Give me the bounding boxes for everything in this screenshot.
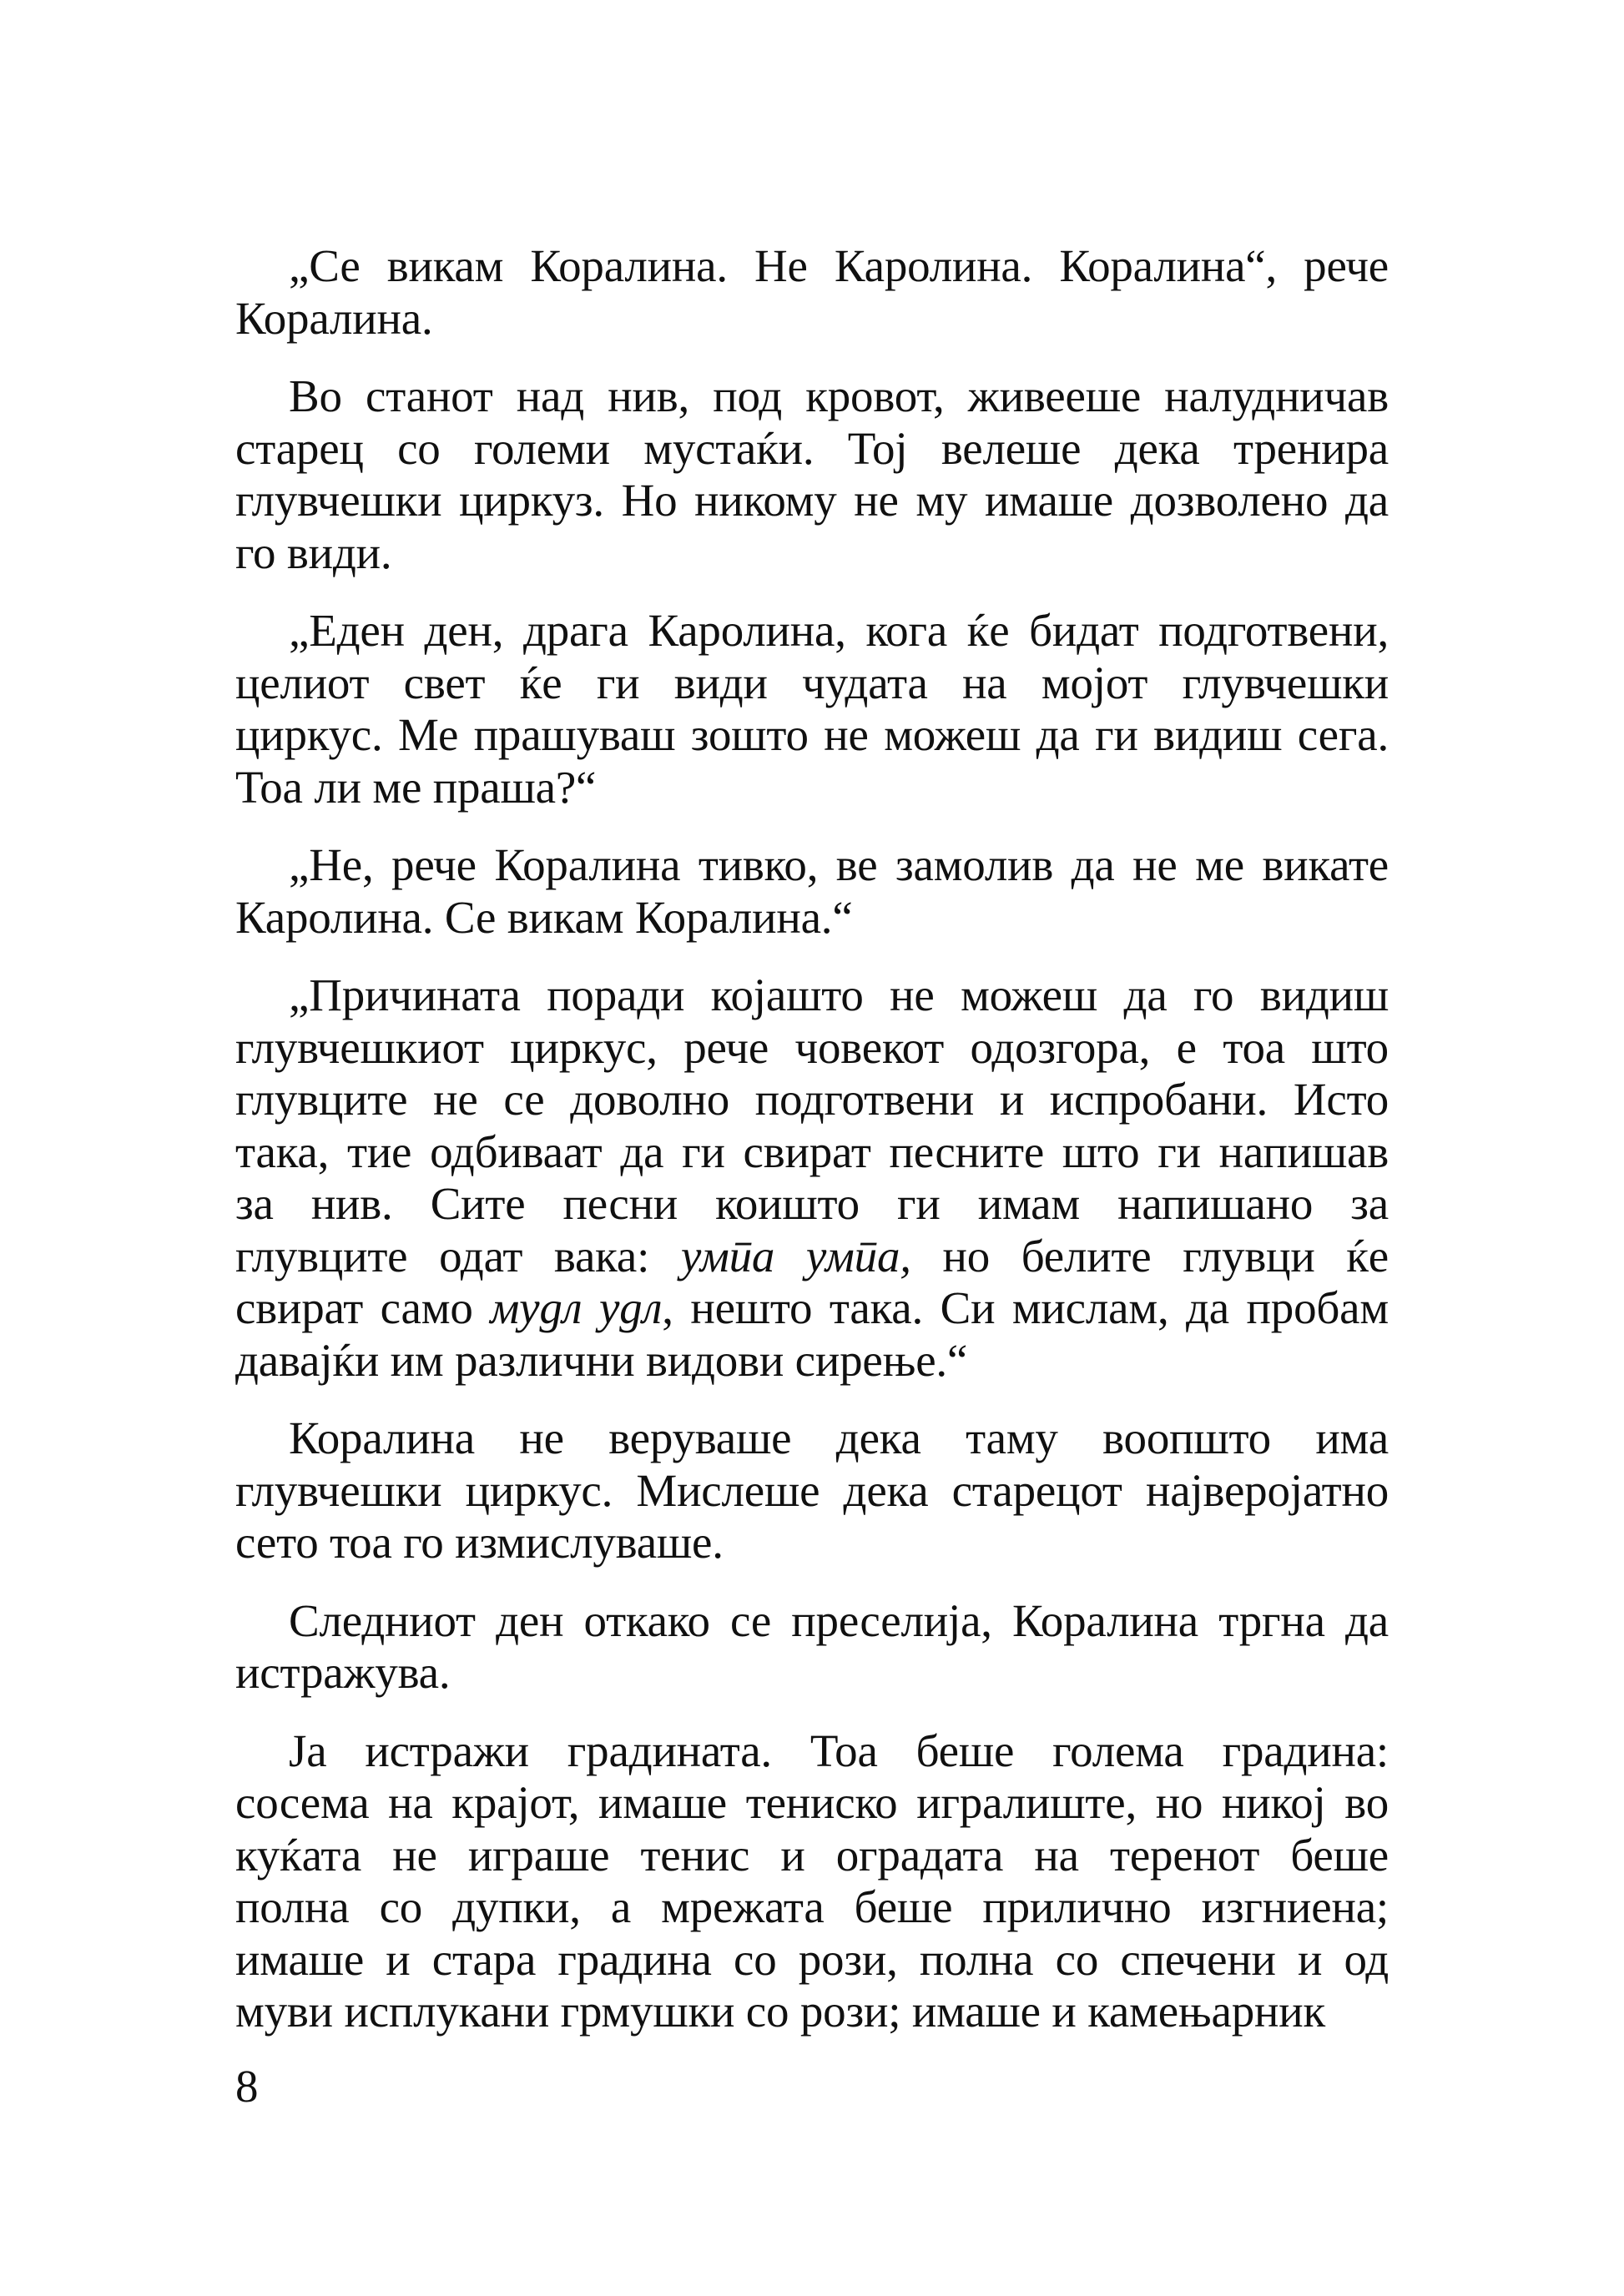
text-line <box>235 1881 1389 1934</box>
text-segment: Тоа ли ме праша?“ <box>235 761 597 813</box>
text-segment: така, тие одбиваат да ги свират песните што ги напишав <box>235 1125 1389 1177</box>
italic-text-segment: мудл удл <box>490 1282 663 1333</box>
text-segment: глувчешкиот циркус, рече човекот одозгора, е тоа што <box>235 1021 1389 1073</box>
text-line <box>235 969 1389 1022</box>
text-segment: го види. <box>235 526 392 578</box>
text-line <box>235 762 1389 814</box>
text-line <box>235 1282 1389 1335</box>
text-segment: Коралина не веруваше дека таму воопшто има <box>289 1412 1389 1463</box>
text-line <box>235 475 1389 527</box>
text-line <box>235 1517 1389 1569</box>
text-segment: Следниот ден откако се преселија, Коралина тргна да <box>289 1594 1389 1646</box>
text-segment: свират само <box>235 1282 491 1333</box>
text-line <box>235 1178 1389 1231</box>
page-number: 8 <box>235 2061 259 2112</box>
paragraph <box>235 240 1389 345</box>
text-segment: „Причината поради којашто не можеш да го видиш <box>289 969 1389 1020</box>
text-segment: Каролина. Се викам Коралина.“ <box>235 891 853 943</box>
page-text <box>235 240 1389 2064</box>
text-segment: , нешто така. Си мислам, да пробам <box>662 1282 1389 1333</box>
text-segment: Во станот над нив, под кровот, живееше налудничав <box>289 370 1389 421</box>
text-line <box>235 1022 1389 1075</box>
text-segment: Коралина. <box>235 292 433 344</box>
paragraph <box>235 370 1389 579</box>
text-segment: „Не, рече Коралина тивко, ве замолив да не ме викате <box>289 839 1389 890</box>
text-line <box>235 423 1389 476</box>
text-segment: „Еден ден, драга Каролина, кога ќе бидат подготвени, <box>289 605 1389 656</box>
text-line <box>235 370 1389 423</box>
text-segment: целиот свет ќе ги види чудата на мојот глувчешки <box>235 657 1389 708</box>
text-segment: давајќи им различни видови сирење.“ <box>235 1334 968 1386</box>
text-segment: циркус. Ме прашуваш зошто не можеш да ги видиш сега. <box>235 709 1389 760</box>
text-segment: сосема на крајот, имаше тениско игралиште, но никој во <box>235 1777 1389 1828</box>
text-line <box>235 657 1389 710</box>
text-line <box>235 240 1389 293</box>
text-line <box>235 1335 1389 1387</box>
text-segment: муви исплукани грмушки со рози; имаше и камењарник <box>235 1986 1325 2037</box>
text-line <box>235 709 1389 762</box>
paragraph <box>235 839 1389 944</box>
text-segment: сето тоа го измислуваше. <box>235 1517 724 1568</box>
text-segment: глувците одат вака: <box>235 1230 681 1281</box>
text-segment: глувците не се доволно подготвени и испробани. Исто <box>235 1074 1389 1125</box>
text-line <box>235 1830 1389 1882</box>
paragraph <box>235 1412 1389 1569</box>
text-segment: „Се викам Коралина. Не Каролина. Коралина“, рече <box>289 240 1389 291</box>
italic-text-segment: умпа умпа, <box>680 1230 911 1281</box>
text-segment: но белите глувци ќе <box>910 1230 1389 1281</box>
text-segment: полна со дупки, а мрежата беше прилично изгниена; <box>235 1881 1389 1932</box>
text-segment: Ја истражи градината. Тоа беше голема градина: <box>289 1725 1389 1776</box>
text-line <box>235 1725 1389 1778</box>
text-line <box>235 1231 1389 1283</box>
text-line <box>235 1595 1389 1648</box>
text-segment: имаше и стара градина со рози, полна со спечени и од <box>235 1933 1389 1985</box>
text-segment: истражува. <box>235 1647 451 1698</box>
text-line <box>235 1074 1389 1126</box>
paragraph <box>235 605 1389 813</box>
text-line <box>235 1934 1389 1986</box>
text-segment: глувчешки циркуз. Но никому не му имаше дозволено да <box>235 475 1389 526</box>
text-segment: старец со големи мустаќи. Тој велеше дека тренира <box>235 422 1389 474</box>
text-line <box>235 1126 1389 1179</box>
text-line <box>235 1412 1389 1465</box>
paragraph <box>235 1725 1389 2038</box>
paragraph <box>235 1595 1389 1699</box>
text-line <box>235 605 1389 657</box>
text-line <box>235 527 1389 580</box>
text-line <box>235 293 1389 345</box>
text-line <box>235 892 1389 944</box>
paragraph <box>235 969 1389 1387</box>
text-line <box>235 1986 1389 2038</box>
text-segment: за нив. Сите песни коишто ги имам напишано за <box>235 1178 1389 1229</box>
text-line <box>235 1647 1389 1699</box>
text-line <box>235 1465 1389 1518</box>
text-segment: куќата не играше тенис и оградата на теренот беше <box>235 1829 1389 1881</box>
text-line <box>235 839 1389 892</box>
text-segment: глувчешки циркус. Мислеше дека старецот најверојатно <box>235 1464 1389 1516</box>
text-line <box>235 1777 1389 1830</box>
